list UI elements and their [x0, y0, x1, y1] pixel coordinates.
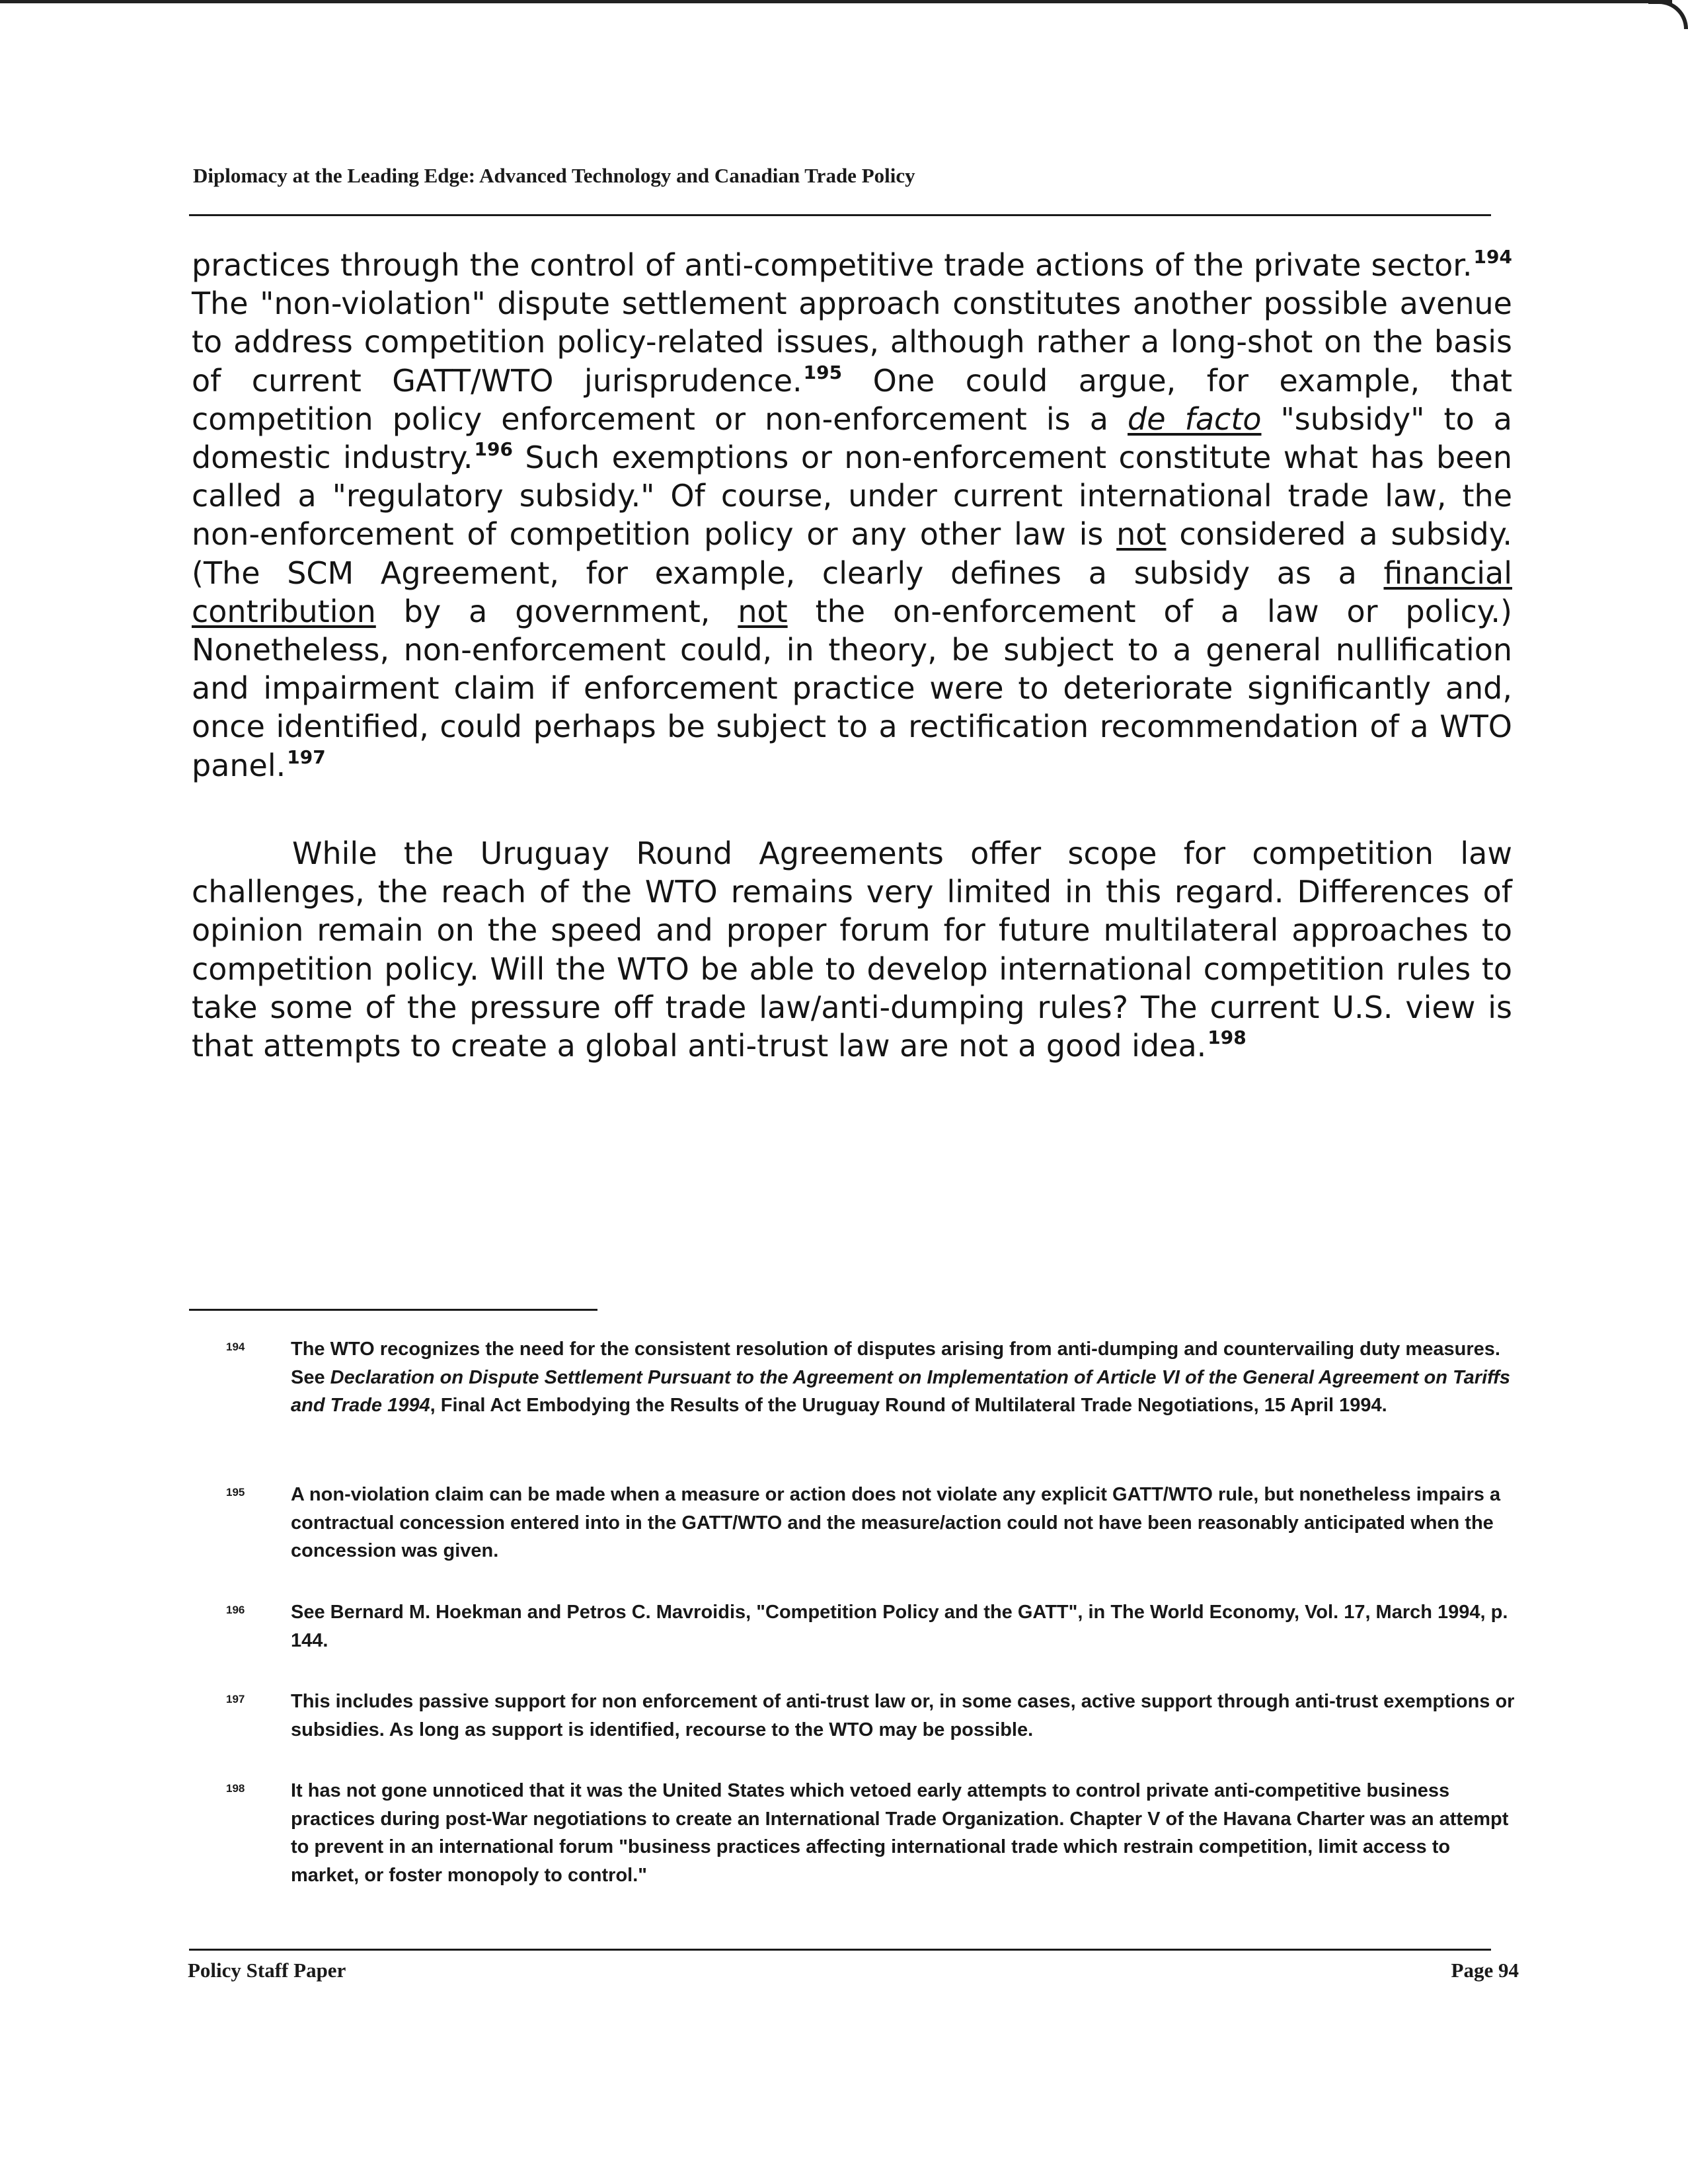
text-run: the on-enforcement of a law or policy.) Nonetheless, non-enforcement could, in theory, be subject to a general nullification and impairment claim if enforcement practice were to deteriorate significantly and, once identified, could perhaps be subject to a rectification recommendation of a WTO panel.: [192, 593, 1512, 783]
scan-corner: [1648, 0, 1688, 29]
footnote-number: 194: [226, 1341, 245, 1353]
text-run: The WTO recognizes the need for the consistent resolution of disputes arising from anti-dumping and countervailing duty measures. See: [291, 1339, 1500, 1388]
footnote-text: This includes passive support for non enforcement of anti-trust law or, in some cases, active support through anti-trust exemptions or subsidies. As long as support is identified, recourse to the WTO may be possible.: [291, 1691, 1515, 1740]
body-paragraph-1: [192, 246, 1512, 785]
emphasis-de-facto: de facto: [1128, 401, 1262, 437]
footnote-ref: 195: [803, 361, 843, 383]
footnote-ref: 194: [1473, 246, 1512, 268]
citation-title: Declaration on Dispute Settlement Pursuant to the Agreement on Implementation of Article VI of the General Agreement on Tariffs and Trade 1994: [291, 1366, 1511, 1417]
header-rule: [189, 214, 1491, 216]
footnote-number: 197: [226, 1693, 245, 1705]
footnote-text: [291, 1335, 1515, 1420]
text-run: "subsidy" to a domestic industry.: [192, 401, 1512, 476]
footnote-text: A non-violation claim can be made when a measure or action does not violate any explicit GATT/WTO rule, but nonetheless impairs a contractual concession entered into in the GATT/WTO and the measure/action could not have been reasonably anticipated when the concession was given.: [291, 1484, 1501, 1562]
text-run: practices through the control of anti-competitive trade actions of the private sector.: [192, 247, 1473, 283]
underline-not: not: [738, 593, 788, 629]
footer-rule: [189, 1949, 1491, 1951]
underline-not: not: [1116, 516, 1167, 553]
page-number: Page 94: [1451, 1959, 1519, 1982]
text-run: The "non-violation" dispute settlement approach constitutes another possible avenue to address competition policy-related issues, although rather a long-shot on the basis of current GATT/WTO jurisprudence.: [192, 286, 1512, 399]
footer-series-title: Policy Staff Paper: [188, 1959, 346, 1982]
footnote-ref: 197: [287, 746, 326, 768]
footnote-text: It has not gone unnoticed that it was the United States which vetoed early attempts to control private anti-competitive business practices during post-War negotiations to create an International Trade Organization. Chapter V of the Havana Charter was an attempt to prevent in an international forum "business practices affecting international trade which restrain competition, limit access to market, or foster monopoly to control.": [291, 1780, 1509, 1886]
text-run: by a government,: [375, 593, 738, 629]
footnote-ref: 196: [474, 438, 513, 461]
text-run: considered a subsidy. (The SCM Agreement, for example, clearly defines a subsidy as a: [192, 516, 1513, 591]
text-run: Such exemptions or non-enforcement constitute what has been called a "regulatory subsidy." Of course, under current international trade law, the non-enforcement of competition policy or any other law is: [192, 440, 1512, 553]
underline-financial-contribution: financial contribution: [192, 555, 1512, 629]
footnote-separator: [189, 1309, 597, 1311]
footnote-number: 198: [226, 1782, 245, 1795]
text-run: While the Uruguay Round Agreements offer scope for competition law challenges, the reach of the WTO remains very limited in this regard. Differences of opinion remain on the speed and proper forum for future multilateral approaches to competition policy. Will the WTO be able to develop international competition rules to take some of the pressure off trade law/anti-dumping rules? The current U.S. view is that attempts to create a global anti-trust law are not a good idea.: [192, 836, 1512, 1064]
body-paragraph-2: [192, 834, 1512, 1065]
footnote-text: See Bernard M. Hoekman and Petros C. Mavroidis, "Competition Policy and the GATT", in The World Economy, Vol. 17, March 1994, p. 144.: [291, 1602, 1508, 1651]
text-run: One could argue, for example, that competition policy enforcement or non-enforcement is a: [192, 362, 1512, 437]
footnote-number: 195: [226, 1486, 245, 1499]
scan-edge: [0, 0, 1672, 3]
running-header: Diplomacy at the Leading Edge: Advanced Technology and Canadian Trade Policy: [193, 164, 915, 187]
footnote-ref: 198: [1208, 1027, 1247, 1049]
footnote-number: 196: [226, 1604, 245, 1616]
text-run: , Final Act Embodying the Results of the Uruguay Round of Multilateral Trade Negotiations, 15 April 1994.: [430, 1395, 1387, 1417]
